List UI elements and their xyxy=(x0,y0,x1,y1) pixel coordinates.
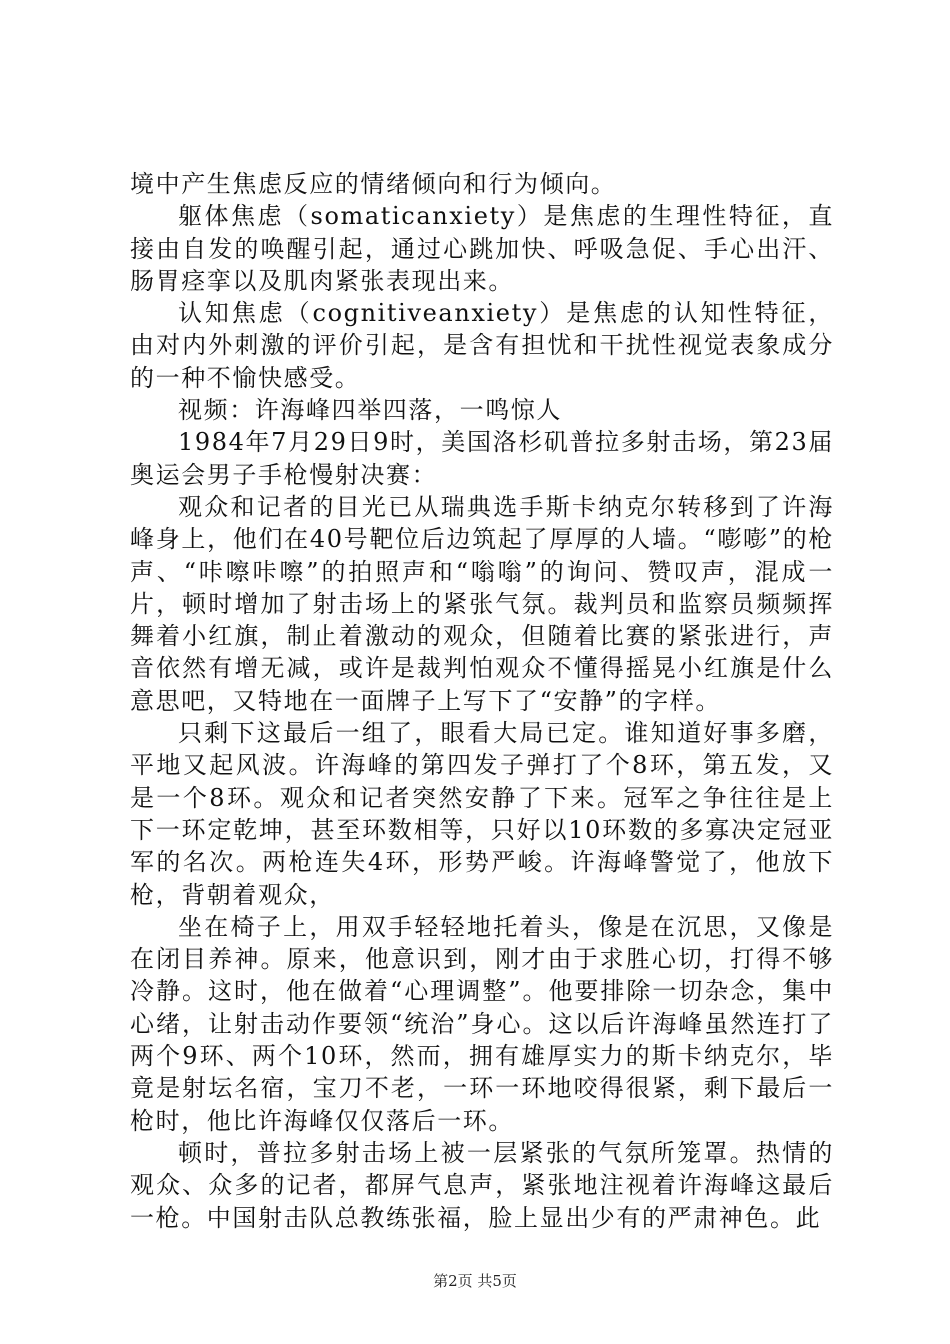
paragraph-2: 躯体焦虑（somaticanxiety）是焦虑的生理性特征，直接由自发的唤醒引起，通过心跳加快、呼吸急促、手心出汗、肠胃痉挛以及肌肉紧张表现出来。 xyxy=(130,202,834,295)
paragraph-5: 1984年7月29日9时，美国洛杉矶普拉多射击场，第23届奥运会男子手枪慢射决赛： xyxy=(130,428,834,489)
paragraph-7: 只剩下这最后一组了，眼看大局已定。谁知道好事多磨，平地又起风波。许海峰的第四发子弹打了个8环，第五发，又是一个8环。观众和记者突然安静了下来。冠军之争往往是上下一环定乾坤，甚至环数相等，只好以10环数的多寡决定冠亚军的名次。两枪连失4环，形势严峻。许海峰警觉了，他放下枪，背朝着观众， xyxy=(130,719,834,909)
paragraph-1: 境中产生焦虑反应的情绪倾向和行为倾向。 xyxy=(130,170,617,198)
paragraph-6: 观众和记者的目光已从瑞典选手斯卡纳克尔转移到了许海峰身上，他们在40号靶位后边筑起了厚厚的人墙。“嘭嘭”的枪声、“咔嚓咔嚓”的拍照声和“嗡嗡”的询问、赞叹声，混成一片，顿时增加了射击场上的紧张气氛。裁判员和监察员频频挥舞着小红旗，制止着激动的观众，但随着比赛的紧张进行，声音依然有增无减，或许是裁判怕观众不懂得摇晃小红旗是什么意思吧，又特地在一面牌子上写下了“安静”的字样。 xyxy=(130,492,834,715)
document-body xyxy=(130,168,834,1234)
paragraph-3: 认知焦虑（cognitiveanxiety）是焦虑的认知性特征，由对内外刺激的评价引起，是含有担忧和干扰性视觉表象成分的一种不愉快感受。 xyxy=(130,299,834,392)
paragraph-8: 坐在椅子上，用双手轻轻地托着头，像是在沉思，又像是在闭目养神。原来，他意识到，刚才由于求胜心切，打得不够冷静。这时，他在做着“心理调整”。他要排除一切杂念，集中心绪，让射击动作要领“统治”身心。这以后许海峰虽然连打了两个9环、两个10环，然而，拥有雄厚实力的斯卡纳克尔，毕竟是射坛名宿，宝刀不老，一环一环地咬得很紧，剩下最后一枪时，他比许海峰仅仅落后一环。 xyxy=(130,912,834,1135)
paragraph-9: 顿时，普拉多射击场上被一层紧张的气氛所笼罩。热情的观众、众多的记者，都屏气息声，紧张地注视着许海峰这最后一枪。中国射击队总教练张福，脸上显出少有的严肃神色。此 xyxy=(130,1138,834,1232)
page-footer: 第2页 共5页 xyxy=(433,1272,517,1290)
paragraph-4: 视频：许海峰四举四落，一鸣惊人 xyxy=(178,396,562,425)
